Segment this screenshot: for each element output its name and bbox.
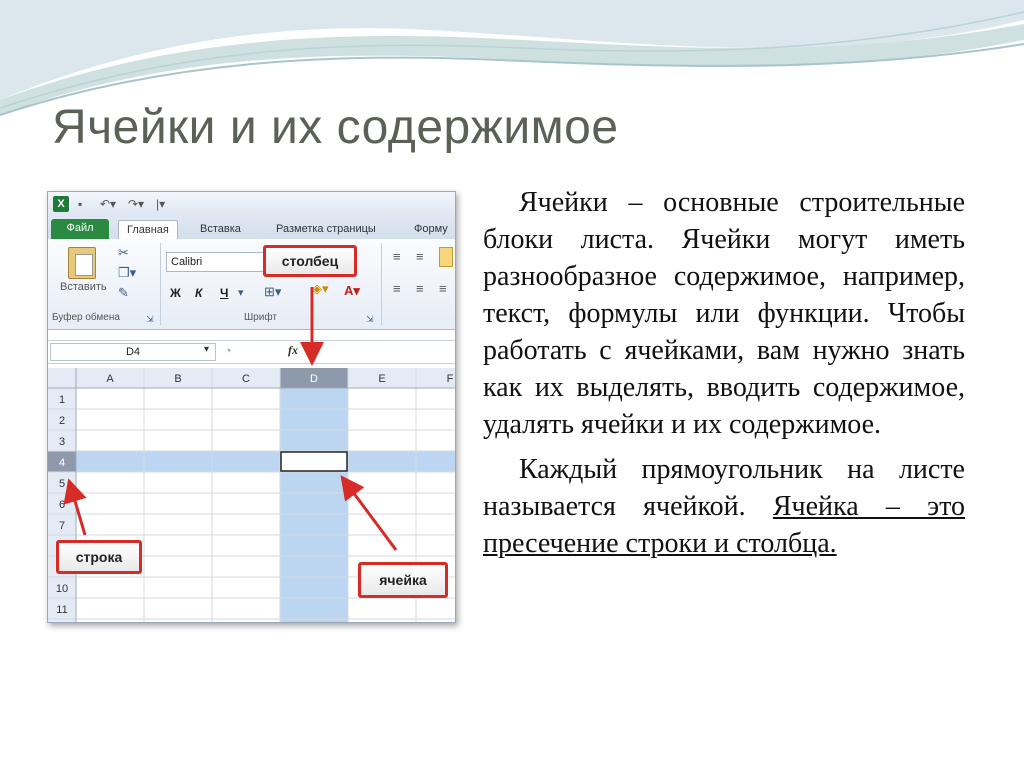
insert-function-icon[interactable]: fx	[288, 343, 298, 357]
group-divider	[160, 243, 161, 325]
borders-icon[interactable]: ⊞▾	[264, 284, 282, 299]
row-header-label: 2	[58, 415, 66, 427]
paragraph-2	[483, 451, 965, 562]
selected-column-highlight	[280, 388, 348, 622]
font-name-box[interactable]: Calibri	[166, 252, 266, 272]
paragraph-2-underlined: Ячейка – это пресечение строки и столбца.	[483, 491, 965, 559]
ribbon-tabs	[48, 217, 455, 240]
name-box[interactable]: D4	[50, 343, 216, 361]
slide-title: Ячейки и их содержимое	[52, 101, 619, 154]
tab-page-layout[interactable]: Разметка страницы	[276, 223, 376, 235]
tab-insert[interactable]: Вставка	[200, 223, 241, 235]
font-group-label: Шрифт	[244, 312, 277, 323]
redo-icon[interactable]: ↷▾	[128, 197, 145, 211]
underline-dropdown-icon[interactable]: ▾	[238, 287, 244, 299]
row-header-label: 11	[56, 604, 68, 616]
column-callout: столбец	[263, 245, 357, 277]
row-header-label: 4	[58, 457, 66, 469]
column-header-label: A	[106, 373, 114, 385]
cut-icon[interactable]: ✂	[118, 245, 129, 260]
dialog-launcher-icon[interactable]: ⇲	[146, 314, 154, 324]
align-bottom-icon[interactable]	[439, 247, 453, 267]
tab-file[interactable]: Файл	[51, 219, 109, 239]
paragraph-2-start: Каждый прямоугольник на листе называется ячейкой.	[483, 454, 965, 522]
bold-button[interactable]: Ж	[170, 286, 181, 300]
clipboard-group-label: Буфер обмена	[52, 312, 120, 323]
formula-bar	[48, 340, 455, 364]
row-header-label: 1	[58, 394, 66, 406]
underline-button[interactable]: Ч	[220, 286, 229, 300]
row-header-label: 10	[55, 583, 69, 595]
cell-callout: ячейка	[358, 562, 448, 598]
paste-button-label[interactable]: Вставить	[60, 281, 107, 293]
save-icon[interactable]: ▪	[78, 197, 83, 211]
align-middle-icon[interactable]: ≡	[416, 249, 424, 264]
excel-app-icon: X	[53, 196, 69, 212]
italic-button[interactable]: К	[195, 286, 203, 300]
row-header-label: 6	[58, 499, 66, 511]
column-header-label: C	[242, 373, 250, 385]
row-header-label: 7	[58, 520, 66, 532]
column-header-label: E	[378, 373, 386, 385]
fill-color-icon[interactable]: ◈▾	[312, 281, 329, 296]
copy-icon[interactable]: ❐▾	[118, 265, 137, 280]
quick-access-toolbar	[48, 192, 455, 217]
active-cell	[281, 452, 347, 471]
column-header-label: D	[310, 373, 318, 385]
row-header-label: 5	[58, 478, 66, 490]
column-header-label: B	[174, 373, 182, 385]
format-painter-icon[interactable]: ✎	[118, 285, 129, 300]
ribbon	[48, 239, 455, 330]
column-header-label: F	[446, 373, 454, 385]
align-center-icon[interactable]: ≡	[416, 281, 424, 296]
selected-row-highlight	[76, 451, 455, 472]
excel-screenshot	[47, 191, 456, 623]
tab-home[interactable]: Главная	[118, 220, 178, 240]
row-callout: строка	[56, 540, 142, 574]
customize-toolbar-icon[interactable]: |▾	[156, 197, 166, 211]
group-divider	[381, 243, 382, 325]
align-left-icon[interactable]: ≡	[393, 281, 401, 296]
align-right-icon[interactable]: ≡	[439, 281, 447, 296]
tab-formulas[interactable]: Форму	[414, 223, 448, 235]
name-box-dropdown-icon[interactable]: ▾	[204, 344, 210, 355]
paste-icon[interactable]	[68, 247, 96, 279]
paragraph-1: Ячейки – основные строительные блоки листа. Ячейки могут иметь разнообразное содержимое, например, текст, формулы или функции. Чтобы работать с ячейками, вам нужно знать как их выделять, вводить содержимое, удалять ячейки и их содержимое.	[483, 187, 965, 440]
body-text	[483, 184, 965, 562]
row-header-label: 3	[58, 436, 66, 448]
font-color-icon[interactable]: A▾	[344, 283, 360, 298]
font-dialog-launcher-icon[interactable]: ⇲	[366, 314, 374, 324]
align-top-icon[interactable]: ≡	[393, 249, 401, 264]
undo-icon[interactable]: ↶▾	[100, 197, 117, 211]
formula-bar-handle-icon: ◔	[224, 343, 232, 358]
